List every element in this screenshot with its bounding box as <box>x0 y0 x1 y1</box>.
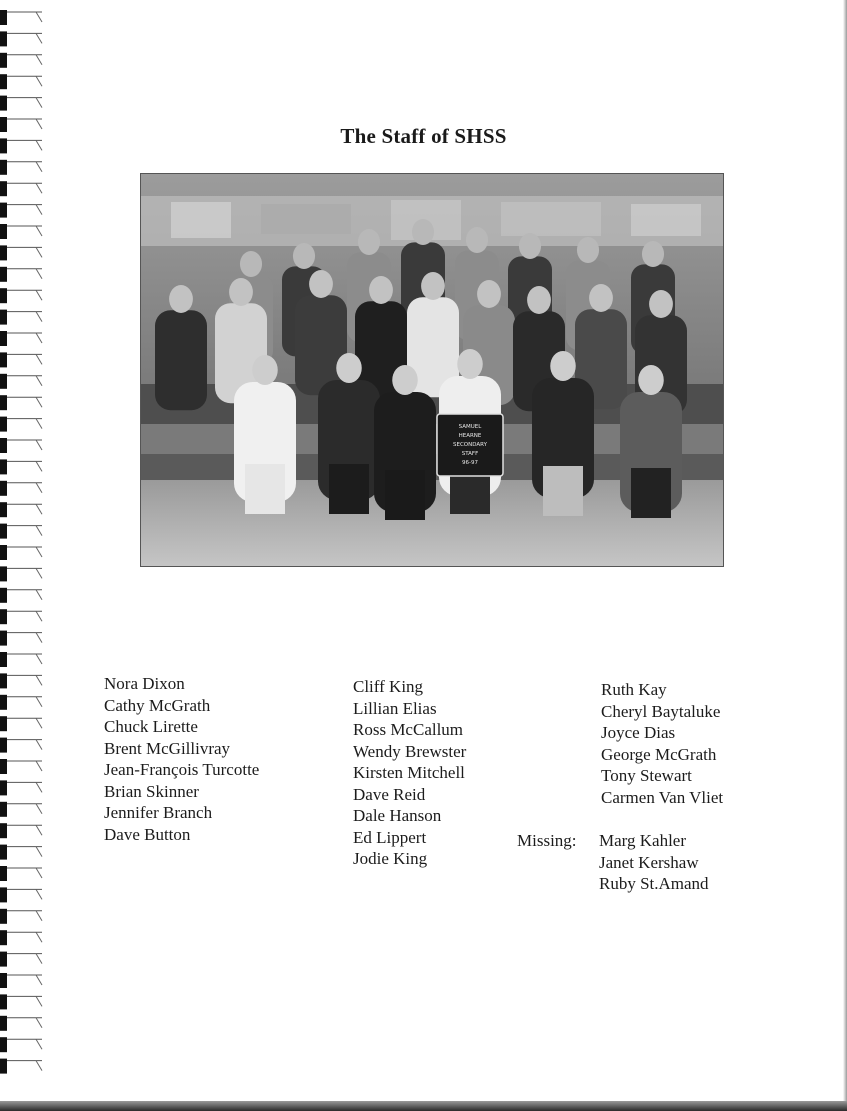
person-head <box>527 286 551 314</box>
staff-name: Brent McGillivray <box>104 738 231 758</box>
binding-wire <box>36 76 42 86</box>
binding-wire <box>36 376 42 386</box>
person-head <box>358 229 380 255</box>
binding-wire <box>36 697 42 707</box>
binding-wire <box>36 247 42 257</box>
person-head <box>638 365 664 395</box>
binding-ring <box>0 288 7 303</box>
staff-name: Chuck Lirette <box>104 717 198 736</box>
binding-wire <box>36 162 42 172</box>
binding-ring <box>0 588 7 603</box>
binding-wire <box>36 504 42 514</box>
binding-ring <box>0 909 7 924</box>
binding-wire <box>36 205 42 215</box>
binding-ring <box>0 952 7 967</box>
staff-name: Jennifer Branch <box>104 803 213 822</box>
binding-wire <box>36 1018 42 1028</box>
binding-ring <box>0 1059 7 1074</box>
person-head <box>577 237 599 263</box>
person-head <box>477 280 501 308</box>
person-head <box>589 284 613 312</box>
staff-name: Ruth Kay <box>601 680 667 699</box>
binding-wire <box>36 12 42 22</box>
binding-ring <box>0 74 7 89</box>
binding-ring <box>0 887 7 902</box>
binding-ring <box>0 481 7 496</box>
binding-wire <box>36 183 42 193</box>
staff-name: George McGrath <box>601 744 717 764</box>
binding-ring <box>0 716 7 731</box>
person-head <box>229 278 253 306</box>
binding-ring <box>0 994 7 1009</box>
binding-ring <box>0 438 7 453</box>
binding-wire <box>36 269 42 279</box>
missing-staff-name: Janet Kershaw <box>599 852 699 872</box>
binding-ring <box>0 652 7 667</box>
binding-ring <box>0 566 7 581</box>
binding-wire <box>36 611 42 621</box>
person-head <box>309 270 333 298</box>
names-column-3 <box>601 679 723 808</box>
person-head <box>519 233 541 259</box>
binding-wire <box>36 761 42 771</box>
binding-wire <box>36 226 42 236</box>
binding-ring <box>0 395 7 410</box>
sign-line: 96-97 <box>462 460 478 466</box>
staff-name: Joyce Dias <box>601 723 676 742</box>
binding-wire <box>36 889 42 899</box>
binding-ring <box>0 545 7 560</box>
staff-name: Jean-François Turcotte <box>104 760 260 779</box>
person-head <box>169 285 193 313</box>
sign-line: SAMUEL <box>458 424 482 430</box>
staff-name: Ross McCallum <box>353 720 464 739</box>
binding-ring <box>0 695 7 710</box>
staff-name: Cliff King <box>353 677 424 696</box>
binding-wire <box>36 825 42 835</box>
spiral-binding <box>0 0 44 1100</box>
binding-ring <box>0 738 7 753</box>
person-head <box>392 365 418 395</box>
page-bottom-shadow <box>0 1101 847 1111</box>
binding-ring <box>0 96 7 111</box>
person-legs <box>329 464 369 514</box>
person-head <box>336 353 362 383</box>
staff-name: Wendy Brewster <box>353 741 467 761</box>
binding-ring <box>0 502 7 517</box>
staff-name: Brian Skinner <box>104 781 199 801</box>
staff-name: Lillian Elias <box>353 698 437 718</box>
binding-ring <box>0 417 7 432</box>
staff-name: Ed Lippert <box>353 827 427 847</box>
binding-wire <box>36 911 42 921</box>
binding-wire <box>36 996 42 1006</box>
staff-name: Dave Reid <box>353 784 426 804</box>
binding-wire <box>36 290 42 300</box>
binding-ring <box>0 331 7 346</box>
binding-wire <box>36 568 42 578</box>
binding-wire <box>36 718 42 728</box>
staff-name: Jodie King <box>353 849 428 868</box>
binding-wire <box>36 782 42 792</box>
binding-ring <box>0 267 7 282</box>
binding-wire <box>36 526 42 536</box>
binding-ring <box>0 224 7 239</box>
binding-ring <box>0 973 7 988</box>
person-head <box>642 241 664 267</box>
binding-ring <box>0 31 7 46</box>
staff-name: Dave Button <box>104 824 191 844</box>
person-body <box>155 310 207 410</box>
staff-name: Dale Hanson <box>353 806 442 825</box>
binding-ring <box>0 823 7 838</box>
binding-wire <box>36 590 42 600</box>
person-head <box>550 351 576 381</box>
binding-ring <box>0 780 7 795</box>
binding-ring <box>0 352 7 367</box>
names-column-2 <box>353 676 466 870</box>
binding-ring <box>0 524 7 539</box>
person-head <box>293 243 315 269</box>
binding-ring <box>0 609 7 624</box>
binding-wire <box>36 954 42 964</box>
page-title: The Staff of SHSS <box>340 124 507 149</box>
person-head <box>649 290 673 318</box>
staff-name: Kirsten Mitchell <box>353 763 465 782</box>
binding-wire <box>36 312 42 322</box>
person-head <box>412 219 434 245</box>
binding-ring <box>0 866 7 881</box>
binding-wire <box>36 33 42 43</box>
binding-wire <box>36 804 42 814</box>
staff-sign <box>437 414 503 476</box>
binding-wire <box>36 847 42 857</box>
staff-name: Tony Stewart <box>601 766 692 785</box>
missing-staff-name: Ruby St.Amand <box>599 874 709 893</box>
binding-wire <box>36 740 42 750</box>
binding-ring <box>0 160 7 175</box>
binding-ring <box>0 459 7 474</box>
binding-ring <box>0 845 7 860</box>
person-head <box>240 251 262 277</box>
staff-name: Cathy McGrath <box>104 695 211 715</box>
binding-wire <box>36 932 42 942</box>
missing-label: Missing: <box>517 831 577 850</box>
binding-ring <box>0 673 7 688</box>
staff-name: Cheryl Baytaluke <box>601 701 721 721</box>
binding-wire <box>36 440 42 450</box>
binding-ring <box>0 310 7 325</box>
person-legs <box>631 468 671 518</box>
person-head <box>466 227 488 253</box>
binding-wire <box>36 1061 42 1071</box>
binding-wire <box>36 397 42 407</box>
person-head <box>421 272 445 300</box>
person-head <box>252 355 278 385</box>
sign-line: SECONDARY <box>453 442 487 448</box>
binding-wire <box>36 483 42 493</box>
binding-wire <box>36 633 42 643</box>
sign-line: HEARNE <box>458 433 482 439</box>
binding-wire <box>36 98 42 108</box>
person-head <box>369 276 393 304</box>
staff-name: Carmen Van Vliet <box>601 787 724 807</box>
binding-ring <box>0 631 7 646</box>
binding-wire <box>36 975 42 985</box>
binding-wire <box>36 654 42 664</box>
staff-group-photo <box>140 173 724 567</box>
binding-ring <box>0 53 7 68</box>
person-legs <box>385 470 425 520</box>
binding-ring <box>0 374 7 389</box>
missing-names <box>599 830 709 895</box>
binding-wire <box>36 868 42 878</box>
binding-ring <box>0 181 7 196</box>
binding-wire <box>36 461 42 471</box>
staff-name: Nora Dixon <box>104 674 185 693</box>
binding-ring <box>0 802 7 817</box>
binding-ring <box>0 930 7 945</box>
binding-ring <box>0 1037 7 1052</box>
binding-ring <box>0 203 7 218</box>
missing-staff-name: Marg Kahler <box>599 831 687 850</box>
binding-wire <box>36 1039 42 1049</box>
binding-wire <box>36 675 42 685</box>
binding-ring <box>0 759 7 774</box>
binding-ring <box>0 1016 7 1031</box>
binding-wire <box>36 333 42 343</box>
person-legs <box>245 464 285 514</box>
names-column-1 <box>104 673 259 845</box>
binding-wire <box>36 547 42 557</box>
sign-line: STAFF <box>461 451 479 457</box>
binding-ring <box>0 245 7 260</box>
person-head <box>457 349 483 379</box>
binding-wire <box>36 419 42 429</box>
person-legs <box>543 466 583 516</box>
binding-wire <box>36 354 42 364</box>
binding-wire <box>36 55 42 65</box>
page-edge-shadow <box>843 0 847 1111</box>
binding-ring <box>0 10 7 25</box>
